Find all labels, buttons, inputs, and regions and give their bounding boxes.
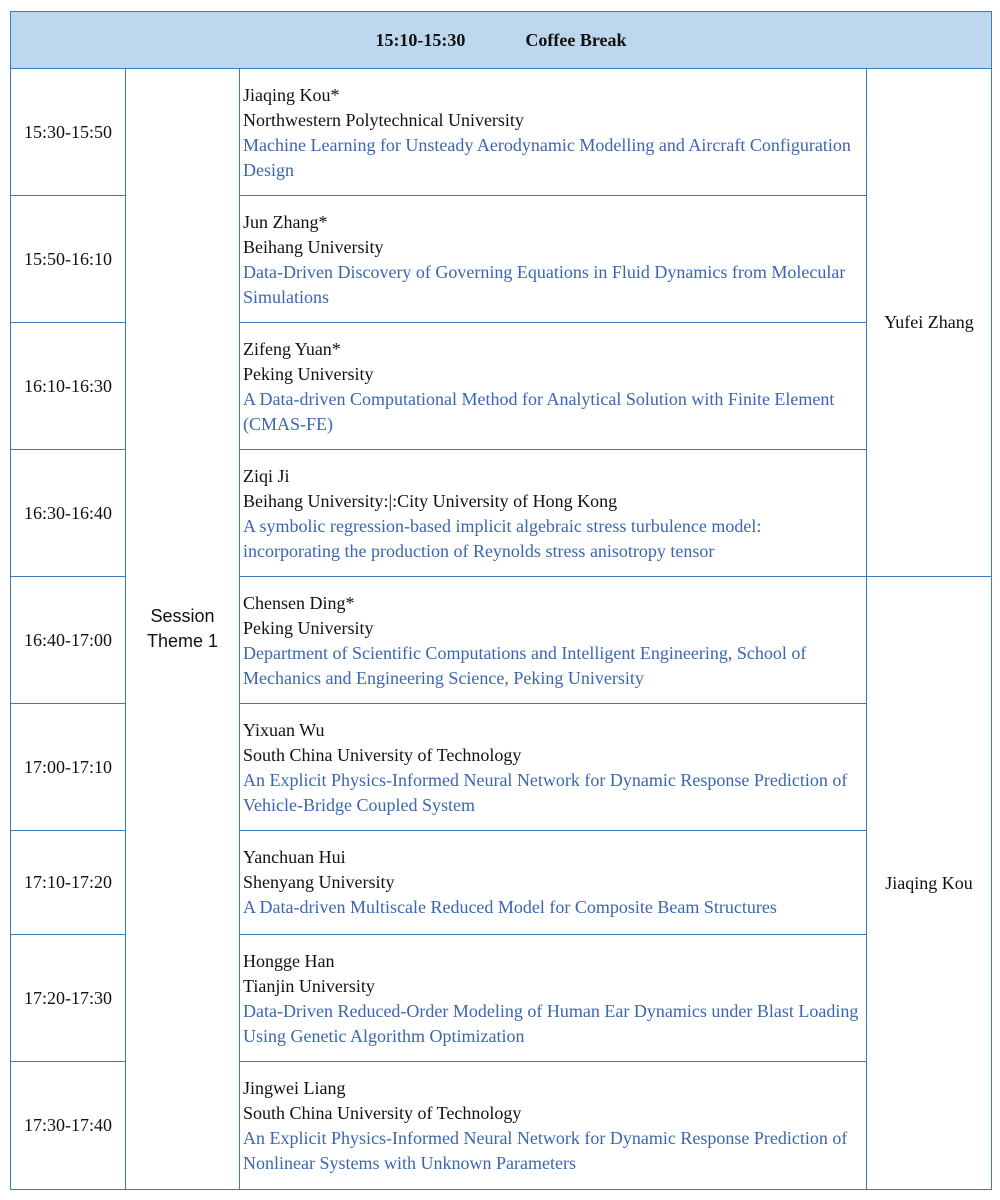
talk-title: A Data-driven Computational Method for Analytical Solution with Finite Element (CMAS-FE) <box>243 389 835 434</box>
session-theme: Theme 1 <box>146 631 219 651</box>
speaker-name: Chensen Ding* <box>243 593 355 613</box>
speaker-name: Hongge Han <box>243 951 335 971</box>
speaker-affiliation: Shenyang University <box>243 872 395 892</box>
talk-cell <box>240 450 867 577</box>
speaker-affiliation: Peking University <box>243 618 374 638</box>
speaker-name: Yanchuan Hui <box>243 847 346 867</box>
talk-cell <box>240 831 867 935</box>
speaker-affiliation: Beihang University <box>243 237 384 257</box>
time-slot: 17:00-17:10 <box>11 704 126 831</box>
speaker-affiliation: Beihang University:|:City University of Hong Kong <box>243 491 618 511</box>
talk-title: A symbolic regression-based implicit algebraic stress turbulence model: incorporating the production of Reynolds stress anisotropy tensor <box>243 516 762 561</box>
talk-title: Machine Learning for Unsteady Aerodynamic Modelling and Aircraft Configuration Design <box>243 135 851 180</box>
speaker-affiliation: Tianjin University <box>243 976 375 996</box>
speaker-affiliation: South China University of Technology <box>243 1103 522 1123</box>
session-label: Session <box>150 606 215 626</box>
schedule-table <box>10 11 992 1190</box>
talk-cell <box>240 704 867 831</box>
time-slot: 16:40-17:00 <box>11 577 126 704</box>
speaker-affiliation: Northwestern Polytechnical University <box>243 110 524 130</box>
talk-title: Department of Scientific Computations and Intelligent Engineering, School of Mechanics and Engineering Science, Peking University <box>243 643 807 688</box>
talk-title: A Data-driven Multiscale Reduced Model for Composite Beam Structures <box>243 897 777 917</box>
break-label: Coffee Break <box>525 29 627 50</box>
talk-row <box>11 69 992 196</box>
talk-title: An Explicit Physics-Informed Neural Network for Dynamic Response Prediction of Nonlinear Systems with Unknown Parameters <box>243 1128 848 1173</box>
time-slot: 17:10-17:20 <box>11 831 126 935</box>
speaker-name: Yixuan Wu <box>243 720 325 740</box>
break-row <box>11 12 992 69</box>
talk-cell <box>240 69 867 196</box>
speaker-affiliation: South China University of Technology <box>243 745 522 765</box>
time-slot: 17:30-17:40 <box>11 1062 126 1190</box>
speaker-name: Jun Zhang* <box>243 212 328 232</box>
time-slot: 16:10-16:30 <box>11 323 126 450</box>
time-slot: 17:20-17:30 <box>11 935 126 1062</box>
talk-cell <box>240 1062 867 1190</box>
speaker-name: Ziqi Ji <box>243 466 290 486</box>
speaker-name: Zifeng Yuan* <box>243 339 341 359</box>
time-slot: 15:30-15:50 <box>11 69 126 196</box>
time-slot: 16:30-16:40 <box>11 450 126 577</box>
session-chair: Yufei Zhang <box>867 69 992 577</box>
talk-title: Data-Driven Discovery of Governing Equations in Fluid Dynamics from Molecular Simulations <box>243 262 846 307</box>
talk-cell <box>240 196 867 323</box>
coffee-break-banner <box>11 12 992 69</box>
talk-cell <box>240 323 867 450</box>
speaker-affiliation: Peking University <box>243 364 374 384</box>
talk-title: An Explicit Physics-Informed Neural Network for Dynamic Response Prediction of Vehicle-Bridge Coupled System <box>243 770 848 815</box>
session-chair: Jiaqing Kou <box>867 577 992 1190</box>
break-time: 15:10-15:30 <box>375 29 466 50</box>
time-slot: 15:50-16:10 <box>11 196 126 323</box>
talk-cell <box>240 935 867 1062</box>
talk-cell <box>240 577 867 704</box>
speaker-name: Jingwei Liang <box>243 1078 346 1098</box>
speaker-name: Jiaqing Kou* <box>243 85 340 105</box>
session-theme-cell <box>126 69 240 1190</box>
talk-title: Data-Driven Reduced-Order Modeling of Human Ear Dynamics under Blast Loading Using Genetic Algorithm Optimization <box>243 1001 859 1046</box>
